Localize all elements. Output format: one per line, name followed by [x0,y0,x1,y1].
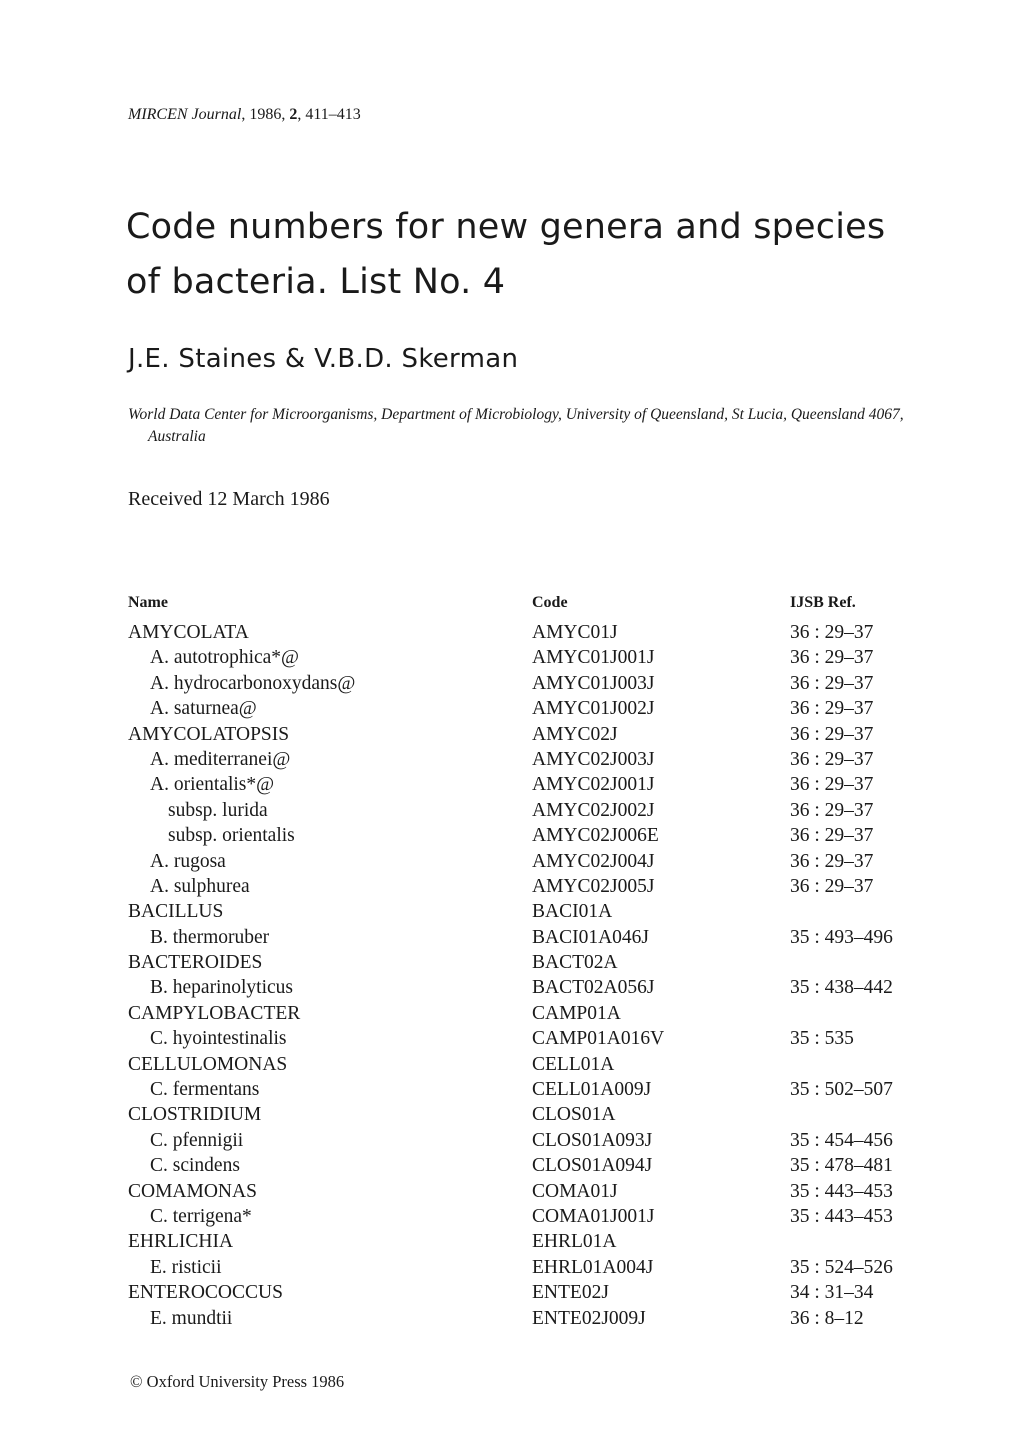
cell-ref: 36 : 29–37 [790,748,874,770]
table-row [128,671,918,696]
cell-ref: 35 : 438–442 [790,977,893,999]
table-row [128,823,918,848]
journal-pages: , 411–413 [297,106,361,123]
title-line-2: of bacteria. List No. 4 [126,262,506,302]
table-row [128,1077,918,1102]
cell-code: AMYC02J004J [532,850,655,872]
journal-name: MIRCEN Journal [128,106,242,123]
table-row [128,1204,918,1229]
cell-code: COMA01J001J [532,1205,655,1227]
cell-code: AMYC02J001J [532,774,655,796]
cell-name: CELLULOMONAS [128,1053,288,1075]
cell-ref: 35 : 443–453 [790,1205,893,1227]
table-row [128,899,918,924]
cell-name: A. saturnea@ [150,698,257,720]
table-row [128,849,918,874]
cell-code: CAMP01A [532,1002,621,1024]
cell-name: C. hyointestinalis [150,1028,287,1050]
journal-citation [128,106,361,124]
cell-name: CLOSTRIDIUM [128,1104,262,1126]
cell-code: ENTE02J009J [532,1307,646,1329]
table-row [128,722,918,747]
table-row [128,1280,918,1305]
table-row [128,1102,918,1127]
cell-ref: 36 : 8–12 [790,1307,864,1329]
header-code: Code [532,594,568,611]
table-row [128,950,918,975]
cell-name: B. thermoruber [150,926,270,948]
cell-name: E. risticii [150,1256,222,1278]
cell-ref: 35 : 524–526 [790,1256,893,1278]
cell-ref: 36 : 29–37 [790,799,874,821]
cell-code: AMYC01J [532,622,618,643]
cell-code: AMYC02J006E [532,825,659,847]
cell-ref: 36 : 29–37 [790,647,874,669]
table-row [128,1179,918,1204]
cell-ref: 36 : 29–37 [790,723,874,745]
cell-ref: 35 : 478–481 [790,1155,893,1177]
table-row [128,925,918,950]
cell-code: EHRL01A004J [532,1256,654,1278]
cell-ref: 35 : 493–496 [790,926,893,948]
cell-code: CAMP01A016V [532,1028,665,1050]
cell-ref: 35 : 443–453 [790,1180,893,1202]
cell-code: BACT02A [532,952,618,974]
cell-code: AMYC01J001J [532,647,655,669]
cell-code: AMYC02J002J [532,799,655,821]
cell-ref: 36 : 29–37 [790,698,874,720]
cell-name: B. heparinolyticus [150,977,293,999]
cell-code: CLOS01A [532,1104,616,1126]
cell-name: BACTEROIDES [128,952,263,974]
table-row [128,772,918,797]
cell-name: A. sulphurea [150,875,250,897]
cell-code: AMYC02J005J [532,875,655,897]
table-row [128,1229,918,1254]
table-row [128,1001,918,1026]
article-title [126,200,946,310]
cell-ref: 36 : 29–37 [790,825,874,847]
cell-ref: 36 : 29–37 [790,622,874,643]
cell-ref: 35 : 502–507 [790,1079,893,1101]
cell-name: C. scindens [150,1155,240,1177]
table-row [128,1255,918,1280]
header-name: Name [128,594,168,611]
affiliation: World Data Center for Microorganisms, Department of Microbiology, University of Queensland, St Lucia, Queensland 4067, Australia [128,406,904,445]
journal-year: , 1986, [241,106,290,123]
table-row [128,798,918,823]
table-row [128,645,918,670]
cell-code: AMYC02J003J [532,748,655,770]
cell-code: COMA01J [532,1180,618,1202]
table-row [128,1128,918,1153]
cell-name: EHRLICHIA [128,1231,234,1253]
cell-name: A. mediterranei@ [150,748,291,770]
cell-ref: 35 : 454–456 [790,1129,893,1151]
table-row [128,874,918,899]
cell-name: subsp. lurida [168,799,268,821]
cell-code: CLOS01A093J [532,1129,653,1151]
header-ref: IJSB Ref. [790,594,856,611]
cell-name: A. autotrophica*@ [150,647,300,669]
table-row [128,1306,918,1331]
table-row [128,1153,918,1178]
cell-name: C. terrigena* [150,1205,252,1227]
table-header [128,590,918,620]
cell-name: CAMPYLOBACTER [128,1002,301,1024]
cell-ref: 34 : 31–34 [790,1282,874,1304]
cell-name: E. mundtii [150,1307,233,1329]
table-row [128,747,918,772]
authors: J.E. Staines & V.B.D. Skerman [128,344,519,374]
cell-ref: 36 : 29–37 [790,774,874,796]
cell-name: C. fermentans [150,1079,260,1101]
cell-name: subsp. orientalis [168,825,295,847]
cell-name: COMAMONAS [128,1180,257,1202]
table-row [128,620,918,645]
cell-ref: 36 : 29–37 [790,875,874,897]
cell-code: BACI01A046J [532,926,650,948]
table-body [128,620,918,1331]
table-row [128,1052,918,1077]
table-row [128,696,918,721]
code-table [128,590,918,1331]
cell-name: AMYCOLATA [128,622,249,643]
cell-name: A. rugosa [150,850,226,872]
cell-code: BACT02A056J [532,977,655,999]
copyright: © Oxford University Press 1986 [130,1372,345,1391]
table-row [128,975,918,1000]
cell-name: A. hydrocarbonoxydans@ [150,672,356,694]
cell-name: ENTEROCOCCUS [128,1282,283,1304]
cell-name: C. pfennigii [150,1129,244,1151]
cell-name: AMYCOLATOPSIS [128,723,290,745]
cell-ref: 35 : 535 [790,1028,854,1050]
title-line-1: Code numbers for new genera and species [126,207,886,247]
cell-code: AMYC01J003J [532,672,655,694]
journal-volume: 2 [289,106,298,123]
cell-code: AMYC01J002J [532,698,655,720]
cell-code: EHRL01A [532,1231,617,1253]
cell-code: CELL01A009J [532,1079,652,1101]
cell-code: CLOS01A094J [532,1155,653,1177]
cell-ref: 36 : 29–37 [790,850,874,872]
cell-code: AMYC02J [532,723,618,745]
cell-name: BACILLUS [128,901,224,923]
cell-code: CELL01A [532,1053,615,1075]
cell-name: A. orientalis*@ [150,774,275,796]
table-row [128,1026,918,1051]
received-date: Received 12 March 1986 [128,488,330,510]
cell-ref: 36 : 29–37 [790,672,874,694]
cell-code: BACI01A [532,901,613,923]
cell-code: ENTE02J [532,1282,609,1304]
